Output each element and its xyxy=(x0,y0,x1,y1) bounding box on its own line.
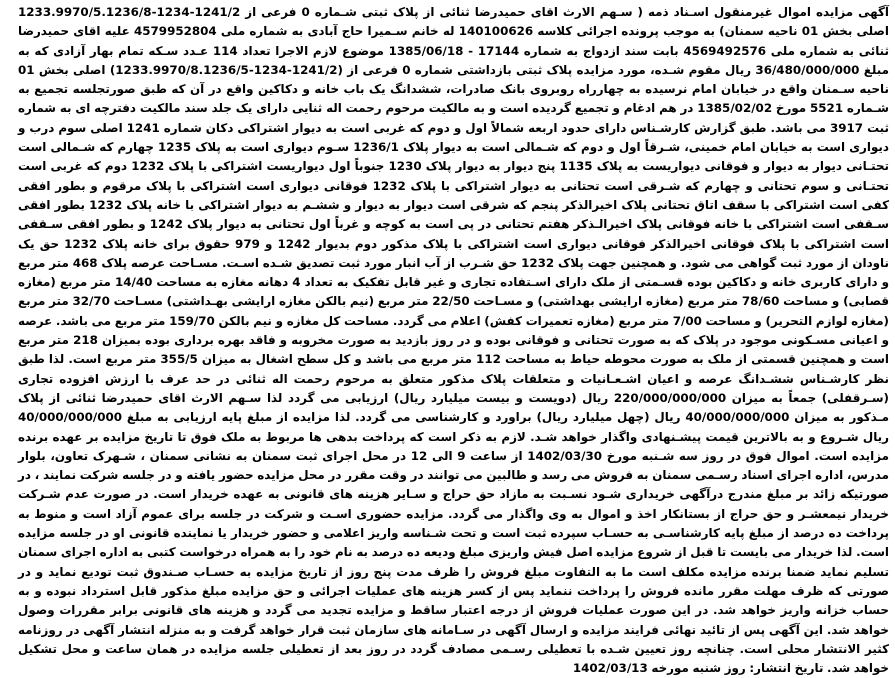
notice-page xyxy=(12,0,895,676)
auction-notice-text: آگهی مزایده اموال غیرمنقول اسـناد ذمه ( سـهم الارث اقای حمیدرضا ثنائی از پلاک ثبتی شـماره 0 فرعی از 1241/2-1234-1233.9970/5.1236/8 اصلی بخش 01 ناحیه سمنان) به موجب پرونده اجرائی کلاسه 140100626 له خانم سـمیرا حاج آبادی به شماره ملی 4579952804 علیه اقای حمیدرضا ثنائی به شماره ملی 4569492576 بابت سند ازدواج به شماره 17144 - 1385/06/18 موضوع لازم الاجرا تعداد 114 عـدد سـکه تمام بهار آزادی که به مبلغ 36/480/000/000 ریال مقوم شـده، مورد مزایده پلاک ثبتی بازداشتی شماره 0 فرعی از (1241/2-1234-1233.9970/8.1236/5) اصلی بخش 01 ناحیه سـمنان واقع در خیابان امام نرسیده به چهارراه روبروی بانک صادرات، ششدانگ یک باب خانه و دکاکین واقع در آن که طبق صورتجلسه تجمیع به شـماره 5521 مورخ 1385/02/02 در هم ادغام و تجمیع گردیده است و به مالکیت مرحوم رحمت اله ثنایی دارای یک جلد سند مالکیت دفترچه ای به شماره ثبت 3917 می باشد. طبق گزارش کارشـناس دارای حدود اربعه شمالاً اول و دوم که غربی است به دیوار اشتراکی دکان شماره 1241 اصلی سوم درب و دیواری است به خیابان امام خمینی، شـرقاً اول و دوم که شـمالی است به دیوار پلاک 1236/1 سـوم دیواری است به پلاک 1235 چهارم که شـمالی است تحتـانی دیوار به دیوار و فوقانی دیواریست به پلاک 1135 پنج دیوار به دیوار پلاک 1230 جنوباً اول دیواریست اشتراکی با پلاک 1232 دوم که غربی است تحتـانی و سوم تحتانی و چهارم که شـرقی است تحتانی به دیوار اشتراکی با پلاک 1232 فوقانی دیواری است اشتراکی با پلاک مرقوم و بطور افقی کفی است اشتراکی با سقف اتاق تحتانی پلاک اخیرالذکر پنجم که شرقی است دیوار به دیوار و ششـم به دیوار اشتراکی با خانه پلاک 1232 بطور افقی سـقفی است اشتراکی با خانه فوقانی پلاک اخیرالـذکر هفتم تحتانی در پی است به کوچه و غرباً اول تحتانی به دیوار پلاک 1242 و بطور افقی سـقفی است اشتراکی با پلاک فوقانی اخیرالذکر فوقانی دیواری است اشتراکی با پلاک مذکور دوم بدیوار 1242 و 979 حقوق برای خانه پلاک 1232 حق یک ناودان از مورد ثبت گواهی می شود. و همچنین جهت پلاک 1232 حق شـرب از آب انبار مورد ثبت تصدیق شـده اسـت. مسـاحت عرصه پلاک 468 متر مربع و دارای کاربری خانه و دکاکین بوده قسـمتی از ملک دارای اسـتفاده تجاری و غیر قابل تفکیک به تعداد 4 دهانه مغازه به مساحت 14/40 متر مربع (مغازه قصابی) و مساحت 78/60 متر مربع (مغازه ارایشی بهداشتی) و مسـاحت 22/50 متر مربع (نیم بالکن مغازه ارایشی بهـداشتی) مسـاحت 32/70 متر مربع (مغازه لوازم التحریر) و مساحت 7/00 متر مربع (مغازه تعمیرات کفش) اعلام می گردد. مساحت کل مغازه و نیم بالکن 159/70 متر مربع می باشد. عرصه و اعیانی مسـکونی موجود در پلاک که به صورت تحتانی و فوقانی بوده و در روز بازدید به صورت مخروبه و فاقد بهره برداری بوده بمیزان 218 متر مربع است و همچنین قسمتی از ملک به صورت محوطه حیاط به مساحت 112 متر مربع می باشد و کل سطح اشغال به میزان 355/5 متر مربع است. لذا طبق نظر کارشـناس ششـدانگ عرصه و اعیان اشـعـانیات و متعلقات پلاک مذکور متعلق به مرحوم رحمت اله ثنائی در حد عرف با ارزش افزوده تجاری (سـرقفلی) جمعاً به میزان 220/000/000/000 ریال (دویست و بیست میلیارد ریال) ارزیابی می گردد لذا سـهم الارث اقای حمیدرضا ثنائی از پلاک مـذکور به میزان 40/000/000/000 ریال (چهل میلیارد ریال) براورد و کارشناسی می گردد. لذا مزایده از مبلغ پایه ارزیابی به مبلغ 40/000/000/000 ریال شـروع و به بالاترین قیمت پیشـنهادی واگذار خواهد شـد. لازم به ذکر است که پرداخت بدهی ها مربوط به ملک فوق تا تاریخ مزایده بر عهده برنده مزایده است. اموال فوق در روز سه شـنبه مورخ 1402/03/30 از ساعت 9 الی 12 در محل اجرای ثبت سمنان به نشانی سمنان ، شـهرک تعاون، بلوار مدرس، اداره اجرای اسناد رسـمی سمنان به فروش می رسد و طالبین می توانند در وقت مقرر در محل مزایده حضور یافته و در جلسه شرکت نمایند ، در صورتیکه زائد بر مبلغ مندرج درآگهی خریداری شـود نسـبت به مازاد حق حراج و سـایر هزینه های قانونی به عهده خریدار است. در صورت عدم شـرکت خریدار نیمعشـر و حق حراج از بستانکار اخذ و اموال به وی واگذار می گردد. مزایده حضوری اسـت و شرکت در جلسه برای عموم آزاد است و منوط به پرداخت ده درصد از مبلغ پایه کارشناسـی به حسـاب سپرده ثبت است و تحت شـناسه واریز اعلامی و حضور خریدار یا نماینده قانونی او در جلسه مزایده است. لذا خریدار می بایست تا قبل از شروع مزایده اصل فیش واریزی مبلغ ودیعه ده درصد به نام خود را به همراه درخواست کتبی به اداره اجرای سمنان تسلیم نماید ضمنا برنده مزایده مکلف است ما به التفاوت مبلغ فروش را ظرف مدت پنج روز از تاریخ مزایده به حسـاب صـندوق ثبت تودیع نماید و در صورتی که ظرف مهلت مقرر مانده فروش را پرداخت ننماید پس از کسر هزینه های عملیات اجرائی و حق مزایده مبلغ مذکور قابل استرداد نبوده و به حساب خزانه واریز خواهد شد. در این صورت عملیات فروش از درجه اعتبار ساقط و مزایده تجدید می گردد و هزینه های قانونی برابر مقررات وصول خواهد شد. این آگهی پس از تائید نهائی فرایند مزایده و ارسال آگهی در سـامانه های سازمان ثبت قرار خواهد گرفت و به منزله انتشار آگهی در روزنامه کثیر الانتشار محلی است. چنانچه روز تعیین شـده با تعطیلی رسـمی مصادف گردد در روز بعد از تعطیلی جلسه مزایده در همان ساعت و محل تشکیل خواهد شد. تاریخ انتشار: روز شنبه مورخه 1402/03/13 xyxy=(18,5,890,676)
